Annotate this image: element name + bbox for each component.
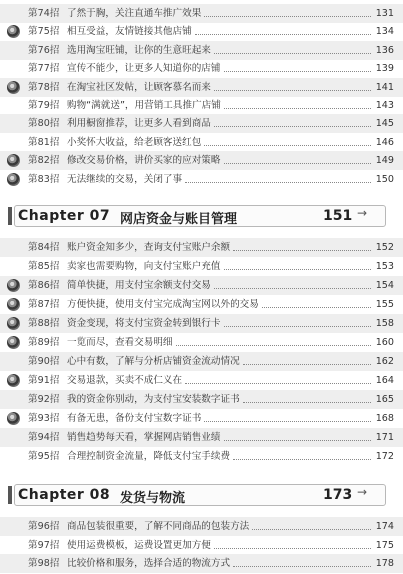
toc-entry[interactable] xyxy=(0,409,403,428)
toc-entry-page: 164 xyxy=(375,375,394,386)
toc-entry-page: 175 xyxy=(375,539,394,551)
leader-dots xyxy=(233,458,371,460)
toc-entry-number: 第94招 xyxy=(28,432,60,443)
toc-entry-page: 160 xyxy=(375,337,394,348)
toc-entry-page: 171 xyxy=(372,428,394,447)
toc-entry-page: 134 xyxy=(375,26,394,38)
toc-entry-number: 第92招 xyxy=(28,394,60,405)
toc-entry-title: 我的资金你别动，为支付宝安装数字证书 xyxy=(67,394,240,405)
toc-entry-number: 第79招 xyxy=(28,100,60,111)
toc-entry-page: 152 xyxy=(372,238,394,257)
cd-disc-icon xyxy=(7,374,20,387)
toc-entry-page: 172 xyxy=(375,451,394,462)
toc-entry-page: 155 xyxy=(375,299,394,310)
leader-dots xyxy=(233,249,371,251)
toc-entry-number: 第97招 xyxy=(28,539,60,551)
toc-entry-number: 第88招 xyxy=(28,318,60,329)
toc-entry-title: 利用橱窗推荐，让更多人看到商品 xyxy=(67,118,211,130)
toc-entry-title: 一览而尽，查看交易明细 xyxy=(67,337,173,348)
chapter-bar xyxy=(8,207,12,225)
leader-dots xyxy=(224,439,371,441)
toc-entry-page: 153 xyxy=(375,261,394,272)
toc-entry-title: 资金变现，将支付宝资金转到银行卡 xyxy=(67,318,221,329)
toc-entry-page: 174 xyxy=(372,517,394,536)
toc-entry[interactable] xyxy=(0,352,403,371)
cd-disc-icon xyxy=(7,173,20,186)
leader-dots xyxy=(243,401,371,403)
toc-entry-page: 131 xyxy=(372,4,394,23)
leader-dots xyxy=(214,547,371,549)
toc-entry-page: 136 xyxy=(372,41,394,60)
toc-entry[interactable] xyxy=(0,170,403,189)
leader-dots xyxy=(204,420,371,422)
toc-entry-page: 150 xyxy=(375,173,394,185)
cd-disc-icon xyxy=(7,81,20,94)
toc-entry-page: 143 xyxy=(375,100,394,111)
toc-entry-page: 145 xyxy=(372,114,394,133)
toc-entry[interactable] xyxy=(0,257,403,276)
toc-entry-title: 使用运费模板，运费设置更加方便 xyxy=(67,539,211,551)
toc-entry[interactable] xyxy=(0,371,403,390)
toc-entry-number: 第82招 xyxy=(28,155,60,167)
toc-entry-title: 在淘宝社区发帖，让顾客慕名而来 xyxy=(67,81,211,93)
toc-entry-number: 第86招 xyxy=(28,280,60,291)
leader-dots xyxy=(185,382,371,384)
toc-entry-number: 第91招 xyxy=(28,375,60,386)
toc-entry-number: 第84招 xyxy=(28,242,60,253)
leader-dots xyxy=(224,70,371,72)
leader-dots xyxy=(204,144,371,146)
chapter-title: 发货与物流 xyxy=(120,491,186,506)
toc-entry-title: 有备无患，备份支付宝数字证书 xyxy=(67,413,202,424)
toc-entry-page: 154 xyxy=(372,276,394,295)
chapter-bar xyxy=(8,486,12,504)
toc-entry[interactable] xyxy=(0,314,403,333)
toc-entry-page: 146 xyxy=(375,136,394,148)
toc-entry-title: 修改交易价格，讲价买家的应对策略 xyxy=(67,155,221,167)
toc-entry[interactable] xyxy=(0,554,403,573)
toc-entry-title: 心中有数，了解与分析店铺资金流动情况 xyxy=(67,356,240,367)
cd-disc-icon xyxy=(7,298,20,311)
leader-dots xyxy=(224,162,371,164)
toc-entry-page: 165 xyxy=(372,390,394,409)
leader-dots xyxy=(262,306,371,308)
toc-entry-number: 第98招 xyxy=(28,558,60,570)
chapter-07-header[interactable] xyxy=(0,203,403,228)
toc-entry-title: 方便快捷，使用支付宝完成淘宝网以外的交易 xyxy=(67,299,259,310)
toc-entry-title: 比较价格和服务，选择合适的物流方式 xyxy=(67,558,231,570)
toc-entry-title: 商品包装很重要，了解不同商品的包装方法 xyxy=(67,521,250,532)
chapter-08-header[interactable] xyxy=(0,482,403,507)
leader-dots xyxy=(243,363,371,365)
toc-entry[interactable] xyxy=(0,78,403,97)
chapter-label: Chapter 07 xyxy=(18,208,111,224)
leader-dots xyxy=(204,15,371,17)
leader-dots xyxy=(214,287,371,289)
toc-entry-title: 交易退款，买卖不成仁义在 xyxy=(67,375,183,386)
chapter-title: 网店资金与账目管理 xyxy=(120,212,238,227)
leader-dots xyxy=(214,89,371,91)
leader-dots xyxy=(233,565,371,567)
cd-disc-icon xyxy=(7,336,20,349)
toc-entry-page: 178 xyxy=(372,554,394,573)
toc-entry[interactable] xyxy=(0,59,403,78)
leader-dots xyxy=(214,52,371,54)
toc-entry[interactable] xyxy=(0,428,403,447)
toc-entry[interactable] xyxy=(0,295,403,314)
toc-entry-page: 158 xyxy=(372,314,394,333)
toc-entry[interactable] xyxy=(0,133,403,152)
toc-entry[interactable] xyxy=(0,96,403,115)
toc-entry-number: 第96招 xyxy=(28,521,60,532)
toc-entry-number: 第76招 xyxy=(28,44,60,56)
toc-entry[interactable] xyxy=(0,22,403,41)
toc-entry[interactable] xyxy=(0,536,403,555)
toc-entry-number: 第80招 xyxy=(28,118,60,130)
toc-entry[interactable] xyxy=(0,390,403,409)
leader-dots xyxy=(214,125,371,127)
toc-entry-number: 第85招 xyxy=(28,261,60,272)
toc-entry-number: 第83招 xyxy=(28,173,60,185)
toc-entry-page: 168 xyxy=(375,413,394,424)
toc-entry[interactable] xyxy=(0,517,403,536)
toc-entry-title: 无法继续的交易，关闭了事 xyxy=(67,173,183,185)
leader-dots xyxy=(224,325,371,327)
leader-dots xyxy=(224,268,371,270)
toc-entry-page: 149 xyxy=(372,151,394,170)
toc-entry-title: 购物“满就送”，用营销工具推广店铺 xyxy=(67,100,221,111)
toc-entry-number: 第78招 xyxy=(28,81,60,93)
cd-disc-icon xyxy=(7,412,20,425)
toc-entry-number: 第93招 xyxy=(28,413,60,424)
toc-entry-title: 宣传不能少，让更多人知道你的店铺 xyxy=(67,63,221,75)
toc-entry[interactable] xyxy=(0,151,403,170)
toc-entry-page: 162 xyxy=(372,352,394,371)
toc-entry-number: 第95招 xyxy=(28,451,60,462)
chapter-page: 173 xyxy=(323,487,353,503)
arrow-icon: → xyxy=(357,485,368,499)
toc-entry-number: 第74招 xyxy=(28,8,60,19)
toc-entry-number: 第90招 xyxy=(28,356,60,367)
toc-entry-title: 账户资金知多少，查询支付宝账户余额 xyxy=(67,242,231,253)
leader-dots xyxy=(252,528,371,530)
leader-dots xyxy=(195,33,371,35)
leader-dots xyxy=(185,181,371,183)
toc-entry-number: 第87招 xyxy=(28,299,60,310)
toc-entry-number: 第81招 xyxy=(28,136,60,148)
leader-dots xyxy=(176,344,371,346)
toc-entry[interactable] xyxy=(0,238,403,257)
toc-entry[interactable] xyxy=(0,276,403,295)
toc-entry[interactable] xyxy=(0,447,403,466)
toc-entry-number: 第75招 xyxy=(28,26,60,38)
toc-entry-title: 合理控制资金流量，降低支付宝手续费 xyxy=(67,451,231,462)
toc-entry-title: 选用淘宝旺铺，让你的生意旺起来 xyxy=(67,44,211,56)
toc-entry-page: 139 xyxy=(375,63,394,75)
toc-entry-title: 小奖怀大收益，给老顾客送红包 xyxy=(67,136,202,148)
toc-entry-title: 相互受益，友情链接其他店铺 xyxy=(67,26,192,38)
toc-entry[interactable] xyxy=(0,41,403,60)
chapter-page: 151 xyxy=(323,208,353,224)
arrow-icon: → xyxy=(357,206,368,220)
toc-entry-title: 简单快捷，用支付宝余额支付交易 xyxy=(67,280,211,291)
toc-entry-page: 141 xyxy=(372,78,394,97)
chapter-label: Chapter 08 xyxy=(18,487,111,503)
leader-dots xyxy=(224,107,371,109)
cd-disc-icon xyxy=(7,317,20,330)
cd-disc-icon xyxy=(7,25,20,38)
cd-disc-icon xyxy=(7,279,20,292)
toc-entry[interactable] xyxy=(0,114,403,133)
toc-entry-number: 第77招 xyxy=(28,63,60,75)
toc-entry[interactable] xyxy=(0,4,403,23)
toc-entry-title: 销售趋势每天看，掌握网店销售业绩 xyxy=(67,432,221,443)
toc-entry-number: 第89招 xyxy=(28,337,60,348)
cd-disc-icon xyxy=(7,154,20,167)
toc-entry[interactable] xyxy=(0,333,403,352)
toc-entry-title: 卖家也需要购物，向支付宝账户充值 xyxy=(67,261,221,272)
toc-entry-title: 了然于胸，关注直通车推广效果 xyxy=(67,8,202,19)
